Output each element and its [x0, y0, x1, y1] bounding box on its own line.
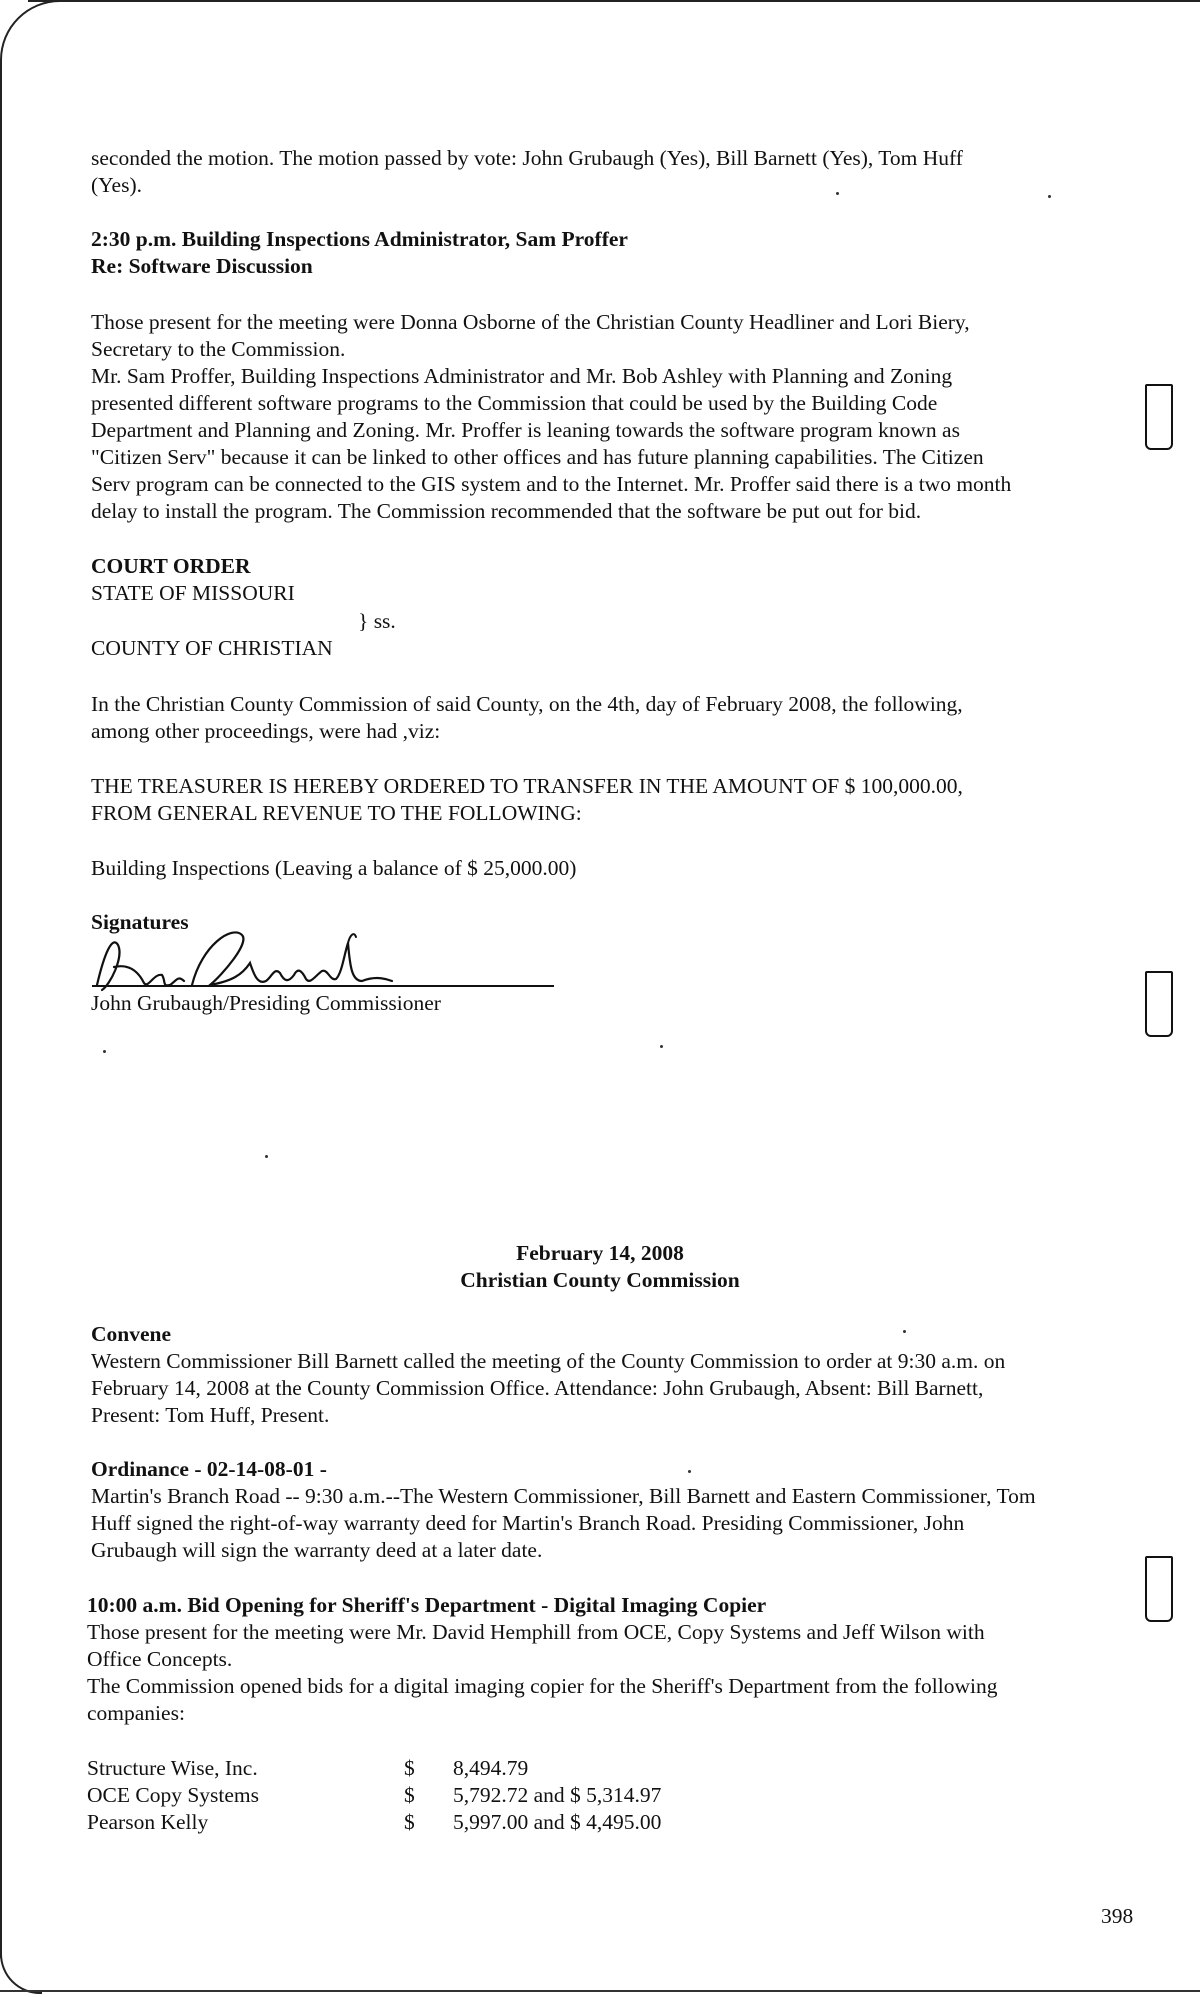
paragraph-line: Secretary to the Commission. [91, 337, 346, 361]
paragraph-line: February 14, 2008 at the County Commission Office. Attendance: John Grubaugh, Absent: Bill Barnett, [91, 1376, 984, 1400]
paragraph-line: delay to install the program. The Commission recommended that the software be put out for bid. [91, 499, 922, 523]
paragraph-line: The Commission opened bids for a digital imaging copier for the Sheriff's Department from the following [87, 1674, 998, 1698]
page-border-corner-bottom [0, 1940, 42, 1994]
table-row [87, 1782, 661, 1809]
paragraph-line: Those present for the meeting were Mr. David Hemphill from OCE, Copy Systems and Jeff Wilson with [87, 1620, 985, 1644]
scan-speck [265, 1155, 268, 1158]
bid-currency: $ [404, 1783, 415, 1807]
binder-tab [1145, 384, 1173, 450]
binder-tab [1145, 1556, 1173, 1622]
paragraph-line: presented different software programs to the Commission that could be used by the Building Code [91, 391, 938, 415]
section-subheading: Re: Software Discussion [91, 254, 313, 278]
paragraph-line: Those present for the meeting were Donna Osborne of the Christian County Headliner and Lori Biery, [91, 310, 970, 334]
paragraph-line: Mr. Sam Proffer, Building Inspections Administrator and Mr. Bob Ashley with Planning and Zoning [91, 364, 953, 388]
page-border-bottom [0, 1990, 1200, 1992]
bid-amount: 5,792.72 and $ 5,314.97 [453, 1783, 662, 1807]
bid-currency: $ [404, 1756, 415, 1780]
court-order-item: Building Inspections (Leaving a balance of $ 25,000.00) [91, 856, 577, 880]
table-row [87, 1755, 661, 1782]
ordinance-heading: Ordinance - 02-14-08-01 - [91, 1457, 327, 1481]
bid-amount: 8,494.79 [453, 1756, 529, 1780]
paragraph-line: companies: [87, 1701, 185, 1725]
court-order-directive: FROM GENERAL REVENUE TO THE FOLLOWING: [91, 801, 582, 825]
section-heading: 2:30 p.m. Building Inspections Administrator, Sam Proffer [91, 227, 628, 251]
bid-amount: 5,997.00 and $ 4,495.00 [453, 1810, 662, 1834]
signatures-label: Signatures [91, 910, 189, 934]
signature-line [92, 985, 554, 987]
bid-company: Structure Wise, Inc. [87, 1756, 258, 1780]
paragraph-line: Grubaugh will sign the warranty deed at a later date. [91, 1538, 543, 1562]
page-number: 398 [1101, 1904, 1134, 1928]
signer-name: John Grubaugh/Presiding Commissioner [91, 991, 441, 1015]
court-order-county: COUNTY OF CHRISTIAN [91, 636, 333, 660]
paragraph-line: Serv program can be connected to the GIS system and to the Internet. Mr. Proffer said there is a two month [91, 472, 1012, 496]
page-border-top [28, 0, 1200, 2]
paragraph-line: "Citizen Serv" because it can be linked to other offices and has future planning capabilities. The Citizen [91, 445, 984, 469]
paragraph-line: Martin's Branch Road -- 9:30 a.m.--The Western Commissioner, Bill Barnett and Eastern Commissioner, Tom [91, 1484, 1036, 1508]
table-row [87, 1809, 661, 1836]
scan-speck [688, 1470, 691, 1473]
page-border-corner [0, 0, 62, 82]
paragraph-line: Huff signed the right-of-way warranty deed for Martin's Branch Road. Presiding Commissioner, John [91, 1511, 965, 1535]
intro-line: (Yes). [91, 173, 142, 197]
paragraph-line: Department and Planning and Zoning. Mr. Proffer is leaning towards the software program known as [91, 418, 960, 442]
court-order-state: STATE OF MISSOURI [91, 581, 295, 605]
scan-speck [836, 192, 839, 195]
meeting-date: February 14, 2008 [516, 1241, 684, 1265]
binder-tab [1145, 971, 1173, 1037]
bid-currency: $ [404, 1810, 415, 1834]
court-order-proceedings: among other proceedings, were had ,viz: [91, 719, 441, 743]
scan-speck [903, 1330, 906, 1333]
paragraph-line: Present: Tom Huff, Present. [91, 1403, 330, 1427]
bid-heading: 10:00 a.m. Bid Opening for Sheriff's Department - Digital Imaging Copier [87, 1593, 767, 1617]
convene-heading: Convene [91, 1322, 172, 1346]
paragraph-line: Western Commissioner Bill Barnett called the meeting of the County Commission to order at 9:30 a.m. on [91, 1349, 1006, 1373]
court-order-directive: THE TREASURER IS HEREBY ORDERED TO TRANSFER IN THE AMOUNT OF $ 100,000.00, [91, 774, 963, 798]
bid-company: Pearson Kelly [87, 1810, 209, 1834]
meeting-org: Christian County Commission [460, 1268, 740, 1292]
court-order-proceedings: In the Christian County Commission of said County, on the 4th, day of February 2008, the following, [91, 692, 963, 716]
scan-speck [103, 1050, 106, 1053]
page-border-left [0, 78, 2, 1958]
court-order-ss: } ss. [358, 609, 396, 633]
court-order-heading: COURT ORDER [91, 554, 251, 578]
bid-company: OCE Copy Systems [87, 1783, 260, 1807]
paragraph-line: Office Concepts. [87, 1647, 233, 1671]
bids-table [87, 1755, 661, 1836]
intro-line: seconded the motion. The motion passed by vote: John Grubaugh (Yes), Bill Barnett (Yes), Tom Huff [91, 146, 963, 170]
scan-speck [660, 1045, 663, 1048]
scan-speck [1048, 195, 1051, 198]
